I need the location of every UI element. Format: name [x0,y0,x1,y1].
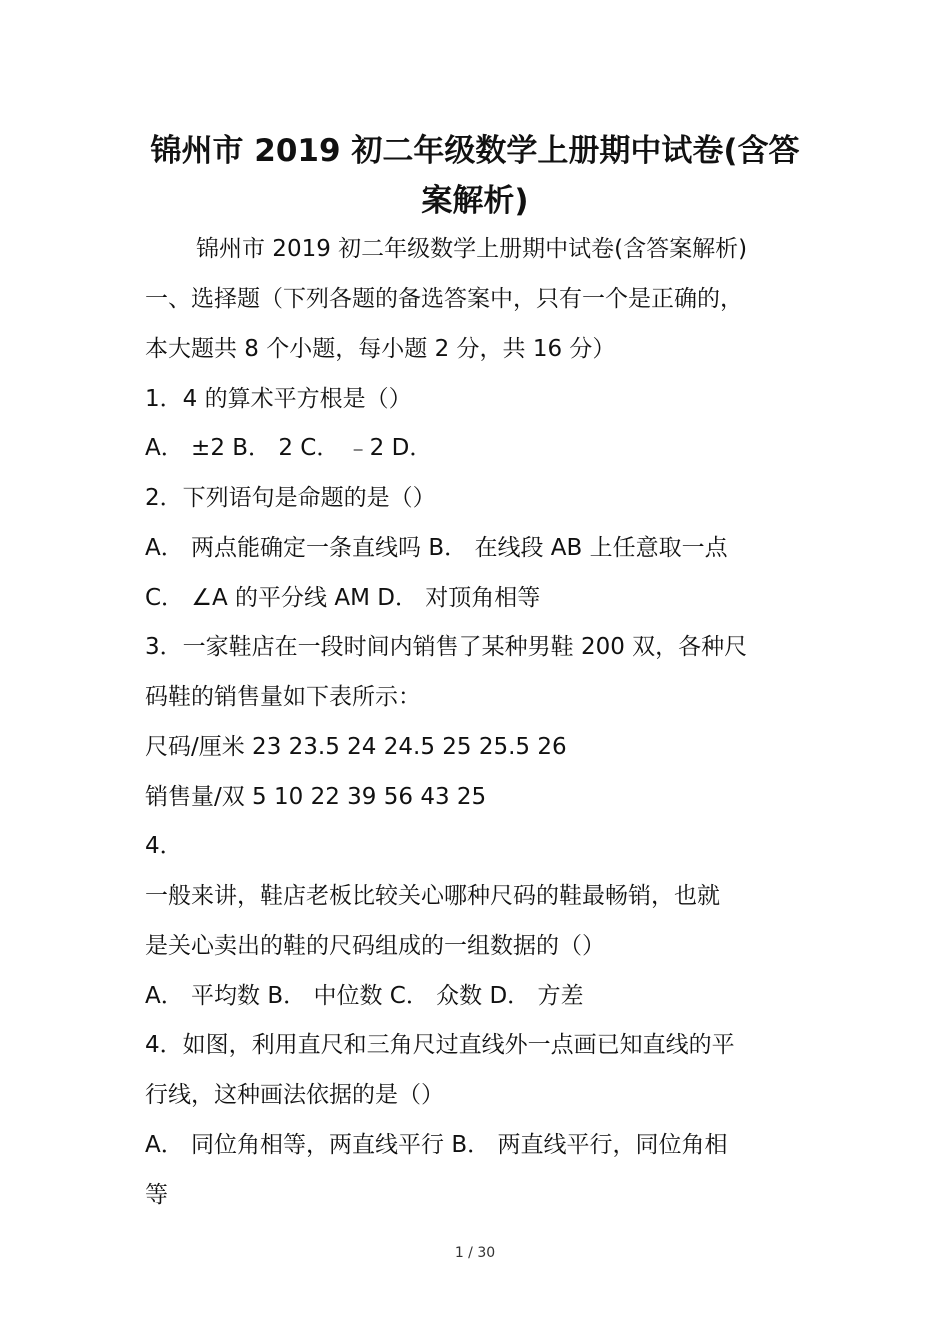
title-line-2: 案解析) [421,183,529,219]
size-table-row: 尺码/厘米 23 23.5 24 24.5 25 25.5 26 [145,734,567,760]
question-4-line-2: 行线，这种画法依据的是（） [145,1082,444,1108]
question-2-options-1: A． 两点能确定一条直线吗 B． 在线段 AB 上任意取一点 [145,535,728,561]
item-number-4: 4． [145,833,183,859]
question-1-options: A． ±2 B． 2 C． ﹣2 D． [145,435,433,461]
question-1: 1．4 的算术平方根是（） [145,386,412,412]
question-3-line-1: 3．一家鞋店在一段时间内销售了某种男鞋 200 双，各种尺 [145,634,748,660]
subtitle-line: 锦州市 2019 初二年级数学上册期中试卷(含答案解析) [196,236,748,262]
sales-table-row: 销售量/双 5 10 22 39 56 43 25 [145,784,487,810]
question-4-options-line-2: 等 [145,1182,168,1208]
section-heading-line-2: 本大题共 8 个小题，每小题 2 分，共 16 分） [145,336,616,362]
question-3-options: A． 平均数 B． 中位数 C． 众数 D． 方差 [145,983,584,1009]
question-4-line-1: 4．如图，利用直尺和三角尺过直线外一点画已知直线的平 [145,1032,735,1058]
question-3-line-4: 是关心卖出的鞋的尺码组成的一组数据的（） [145,933,605,959]
section-heading-line-1: 一、选择题（下列各题的备选答案中，只有一个是正确的， [145,286,743,312]
question-2: 2．下列语句是命题的是（） [145,485,436,511]
page-indicator: 1 / 30 [454,1245,496,1261]
question-3-line-3: 一般来讲，鞋店老板比较关心哪种尺码的鞋最畅销，也就 [145,883,720,909]
question-3-line-2: 码鞋的销售量如下表所示： [145,684,421,710]
title-line-1: 锦州市 2019 初二年级数学上册期中试卷(含答 [150,133,800,169]
document-title [140,126,810,226]
question-4-options-line-1: A． 同位角相等，两直线平行 B． 两直线平行，同位角相 [145,1132,728,1158]
question-2-options-2: C． ∠A 的平分线 AM D． 对顶角相等 [145,585,541,611]
